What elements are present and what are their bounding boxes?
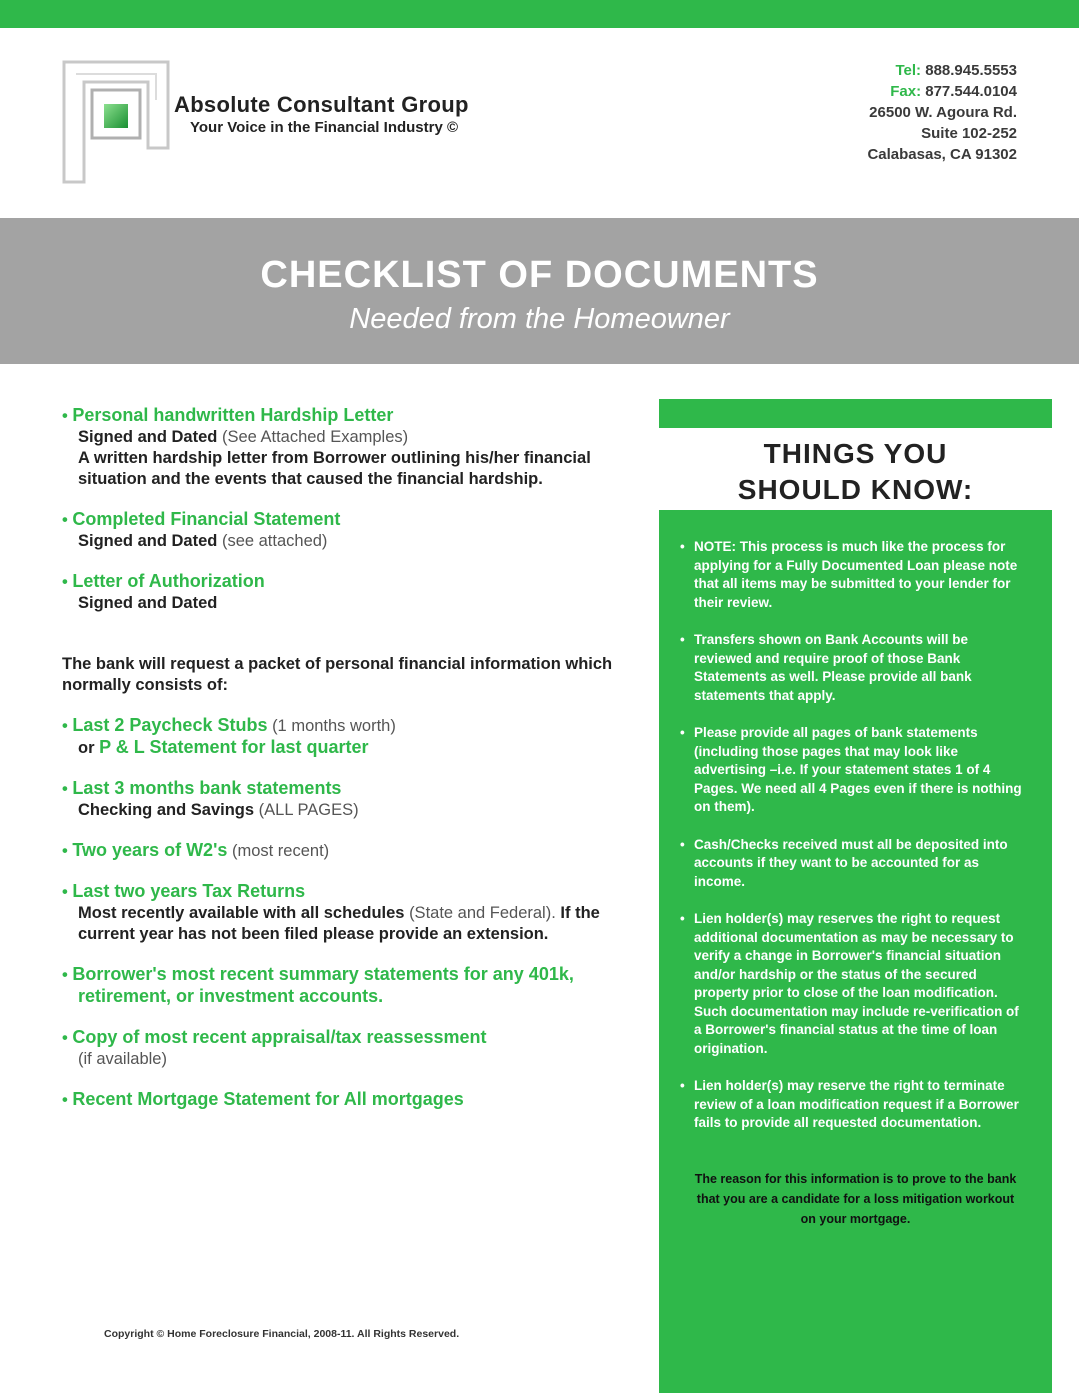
- item-title: Last 3 months bank statements: [72, 778, 342, 798]
- packet-intro: The bank will request a packet of personal financial information which normally consists of:: [62, 655, 613, 694]
- sidebar-item-text: Please provide all pages of bank statements (including those pages that may look like advertising –i.e. If your statement states 1 of 4 Pages. We need all 4 Pages even if there is nothing on them).: [694, 725, 1022, 814]
- sidebar-heading-line-1: THINGS YOU: [763, 438, 948, 469]
- item-note: (State and Federal).: [409, 904, 556, 922]
- checklist-item-financial-statement: • Completed Financial Statement Signed and Dated (see attached): [62, 509, 341, 550]
- fax-label: Fax:: [890, 83, 922, 100]
- top-accent-bar: [0, 0, 1079, 28]
- address-line-2: Suite 102-252: [921, 125, 1017, 142]
- sidebar-item: • NOTE: This process is much like the process for applying for a Fully Documented Loan please note that all items may be submitted to your lender for their review.: [680, 539, 1018, 610]
- checklist-item-hardship: • Personal handwritten Hardship Letter Signed and Dated (See Attached Examples) A written hardship letter from Borrower outlining his/her financial situation and the events that caused the financial hardship.: [62, 405, 622, 490]
- item-note: (most recent): [231, 842, 330, 860]
- sidebar-item: • Transfers shown on Bank Accounts will be reviewed and require proof of those Bank Statements as well. Please provide all bank statements that apply.: [680, 632, 972, 703]
- checklist-item-appraisal: • Copy of most recent appraisal/tax reassessment (if available): [62, 1027, 622, 1070]
- sidebar-item-text: Transfers shown on Bank Accounts will be reviewed and require proof of those Bank Statements as well. Please provide all bank statements that apply.: [694, 632, 972, 703]
- item-title: Borrower's most recent summary statements for any 401k, retirement, or investment accounts.: [72, 964, 574, 1006]
- item-signed: Signed and Dated: [78, 594, 218, 612]
- tel-value: 888.945.5553: [925, 62, 1017, 79]
- page-subtitle: Needed from the Homeowner: [349, 303, 730, 335]
- page-title: CHECKLIST OF DOCUMENTS: [260, 254, 819, 296]
- sidebar-heading-line-2: SHOULD KNOW:: [737, 474, 974, 505]
- sidebar-item-text: Cash/Checks received must all be deposited into accounts if they want to be accounted for as income.: [694, 836, 1008, 889]
- sidebar-accent-strip: [659, 399, 1052, 428]
- item-title: Last 2 Paycheck Stubs: [72, 715, 268, 735]
- checklist-item-paystubs: • Last 2 Paycheck Stubs (1 months worth) or P & L Statement for last quarter: [62, 715, 396, 757]
- sidebar-item: • Lien holder(s) may reserves the right to request additional documentation as may be necessary to verify a change in Borrower's financial situation and/or hardship or the status of the secured property prior to close of the loan modification. Such documentation may include re-verification of a Borrower's financial status at the time of loan origination.: [680, 911, 1019, 1056]
- item-body-extra: If the current year has not been filed please provide an extension.: [78, 904, 600, 943]
- sidebar-item: • Cash/Checks received must all be deposited into accounts if they want to be accounted for as income.: [680, 836, 1008, 889]
- sidebar-heading: [659, 436, 1052, 508]
- checklist-item-mortgage: • Recent Mortgage Statement for All mortgages: [62, 1089, 464, 1109]
- item-title: Letter of Authorization: [72, 571, 265, 591]
- item-title: Personal handwritten Hardship Letter: [72, 405, 394, 425]
- item-alt-title: P & L Statement for last quarter: [99, 737, 369, 757]
- checklist-item-authorization: • Letter of Authorization Signed and Dated: [62, 571, 622, 614]
- item-title: Recent Mortgage Statement for All mortgages: [72, 1089, 464, 1109]
- sidebar-item-text: Lien holder(s) may reserves the right to request additional documentation as may be necessary to verify a change in Borrower's financial situation and/or hardship or the status of the secured property prior to close of the loan modification. Such documentation may include re-verification of a Borrower's financial status at the time of loan origination.: [694, 911, 1019, 1056]
- title-band: [0, 218, 1079, 364]
- brand-tagline: Your Voice in the Financial Industry ©: [190, 119, 459, 136]
- fax-line: [867, 81, 1017, 102]
- item-note: (See Attached Examples): [221, 428, 409, 446]
- checklist-item-w2: • Two years of W2's (most recent): [62, 840, 330, 860]
- sidebar-list: [680, 538, 1028, 1133]
- item-title: Two years of W2's: [72, 840, 228, 860]
- sidebar-item: • Lien holder(s) may reserve the right to terminate review of a loan modification request if a Borrower fails to provide all requested documentation.: [680, 1078, 1019, 1130]
- sidebar-footer-note: The reason for this information is to prove to the bank that you are a candidate for a loss mitigation workout on your mortgage.: [694, 1171, 1017, 1226]
- item-title: Last two years Tax Returns: [72, 881, 306, 901]
- brand-name: Absolute Consultant Group: [174, 92, 469, 117]
- checklist-item-tax-returns: • Last two years Tax Returns Most recently available with all schedules (State and Federal). If the current year has not been filed please provide an extension.: [62, 881, 600, 943]
- item-note: (see attached): [221, 532, 328, 550]
- sidebar-item-text: NOTE: This process is much like the process for applying for a Fully Documented Loan please note that all items may be submitted to your lender for their review.: [694, 539, 1018, 610]
- item-body: Most recently available with all schedules: [78, 904, 405, 922]
- item-signed: Signed and Dated: [78, 532, 218, 550]
- sidebar-item-text: Lien holder(s) may reserve the right to terminate review of a loan modification request if a Borrower fails to provide all requested documentation.: [694, 1078, 1019, 1130]
- checklist-item-retirement: • Borrower's most recent summary statements for any 401k, retirement, or investment accounts.: [62, 964, 574, 1006]
- item-or: or: [78, 739, 95, 757]
- item-title: Completed Financial Statement: [72, 509, 341, 529]
- contact-block: [867, 60, 1017, 165]
- item-note: (ALL PAGES): [258, 801, 359, 819]
- fax-value: 877.544.0104: [925, 83, 1017, 100]
- tel-label: Tel:: [895, 62, 922, 79]
- item-title: Copy of most recent appraisal/tax reassessment: [72, 1027, 487, 1047]
- sidebar-item: • Please provide all pages of bank statements (including those pages that may look like advertising –i.e. If your statement states 1 of 4 Pages. We need all 4 Pages even if there is nothing on them).: [680, 725, 1022, 814]
- address-line-1: 26500 W. Agoura Rd.: [869, 104, 1017, 121]
- item-description: A written hardship letter from Borrower outlining his/her financial situation and the events that caused the financial hardship.: [78, 449, 591, 488]
- company-logo: [62, 60, 170, 184]
- item-body: Checking and Savings: [78, 801, 255, 819]
- item-note: (1 months worth): [272, 717, 396, 735]
- tel-line: [867, 60, 1017, 81]
- sidebar-panel: [659, 510, 1052, 1393]
- checklist: [62, 405, 622, 1130]
- address-line-3: Calabasas, CA 91302: [867, 146, 1017, 163]
- copyright-notice: Copyright © Home Foreclosure Financial, 2008-11. All Rights Reserved.: [104, 1328, 460, 1340]
- item-signed: Signed and Dated: [78, 428, 218, 446]
- item-note: (if available): [78, 1050, 167, 1068]
- checklist-item-bank-statements: • Last 3 months bank statements Checking and Savings (ALL PAGES): [62, 778, 359, 819]
